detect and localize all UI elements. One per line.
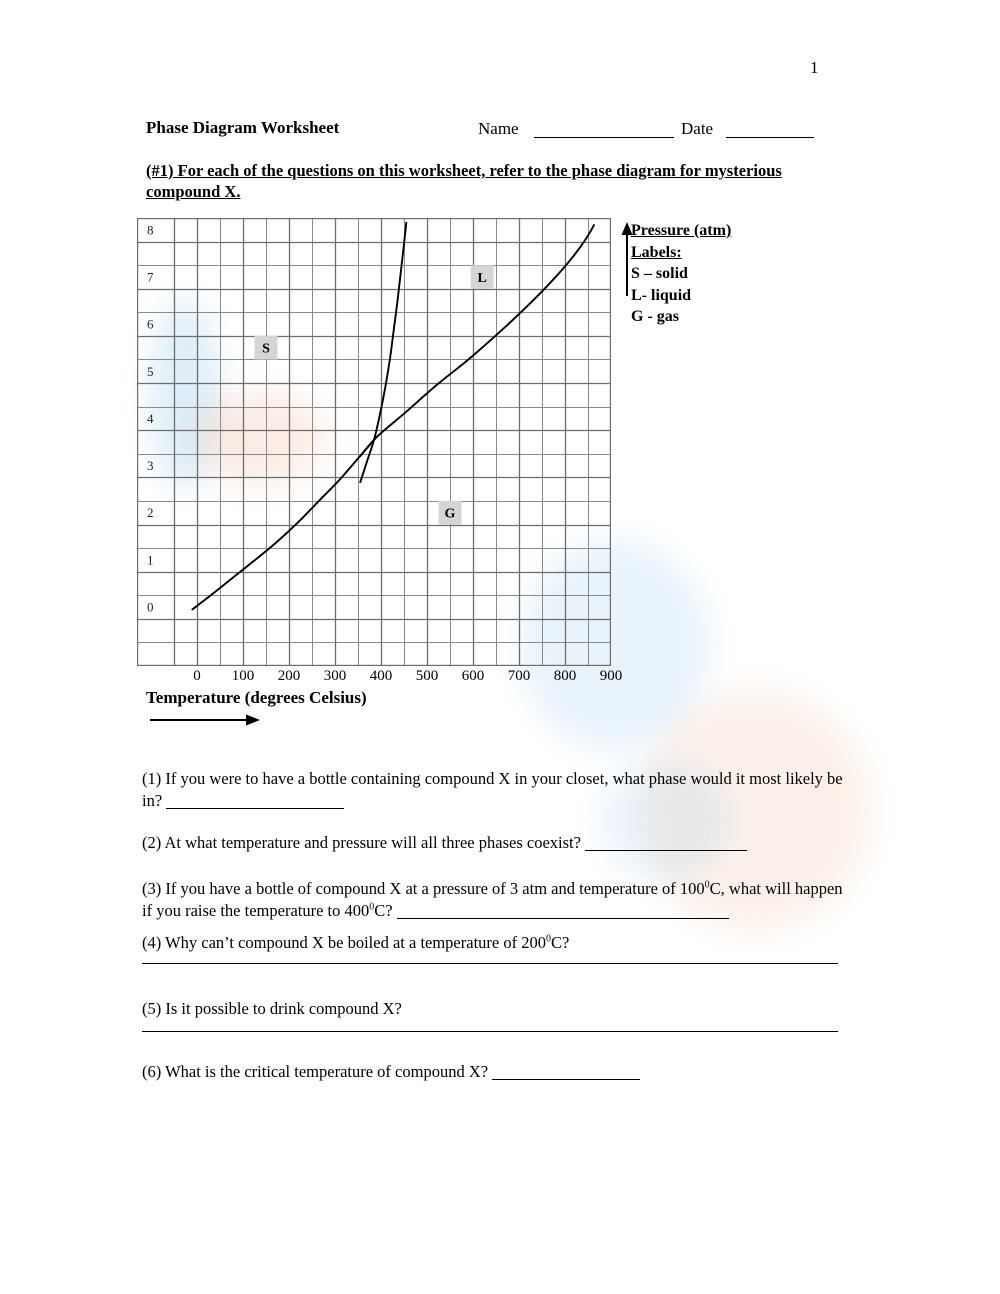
question-5 (142, 998, 852, 1020)
question-1 (142, 768, 852, 811)
name-label: Name (478, 119, 519, 138)
y-tick-1: 1 (147, 552, 154, 568)
question-5-answer-line[interactable] (142, 1031, 838, 1032)
legend-heading: Labels: (631, 243, 682, 261)
svg-text:G: G (444, 506, 456, 522)
y-tick-3: 3 (147, 458, 154, 474)
phase-boundary-curves (192, 223, 594, 610)
y-tick-2: 2 (147, 505, 154, 521)
worksheet-header (146, 118, 846, 140)
x-tick-500: 500 (415, 668, 439, 684)
date-label: Date (681, 119, 714, 138)
page-title: Phase Diagram Worksheet (146, 118, 340, 137)
y-tick-8: 8 (147, 222, 154, 238)
phase-label-liquid (471, 265, 494, 289)
name-write-in-line[interactable] (534, 137, 674, 138)
question-4-text-part2: C? (550, 933, 570, 952)
y-tick-6: 6 (147, 316, 154, 332)
phase-label-solid (255, 336, 278, 360)
question-1-answer-line[interactable] (166, 808, 344, 809)
question-3-answer-line[interactable] (397, 918, 729, 919)
x-tick-100: 100 (231, 668, 255, 684)
x-axis-caption: Temperature (degrees Celsius) (146, 688, 367, 707)
question-5-text: (5) Is it possible to drink compound X? (142, 999, 402, 1018)
phase-label-cells (255, 265, 494, 524)
question-6-answer-line[interactable] (492, 1079, 640, 1080)
instruction-text: (#1) For each of the questions on this worksheet, refer to the phase diagram for mysterious compound X. (146, 161, 782, 201)
legend-pressure-axis-title: Pressure (atm) (631, 222, 732, 239)
question-6-text: (6) What is the critical temperature of compound X? (142, 1062, 489, 1081)
y-axis-tick-labels (147, 222, 154, 614)
y-tick-0: 0 (147, 599, 154, 615)
question-2-text: (2) At what temperature and pressure will all three phases coexist? (142, 833, 581, 852)
question-4-answer-line[interactable] (142, 963, 838, 964)
temperature-axis-arrow (148, 712, 268, 728)
page-number: 1 (810, 58, 819, 77)
phase-diagram-svg (137, 218, 611, 666)
legend-item-liquid: L- liquid (631, 286, 692, 304)
phase-label-gas (439, 501, 462, 525)
question-3-text-part1: (3) If you have a bottle of compound X at a pressure of 3 atm and temperature of 100 (142, 879, 705, 898)
svg-text:L: L (477, 270, 487, 286)
x-tick-300: 300 (323, 668, 347, 684)
question-1-text: (1) If you were to have a bottle containing compound X in your closet, what phase would it most likely be in? (142, 769, 843, 810)
x-tick-700: 700 (507, 668, 531, 684)
y-tick-4: 4 (147, 410, 154, 426)
vaporization-curve (360, 225, 594, 456)
y-tick-5: 5 (147, 363, 154, 379)
date-write-in-line[interactable] (726, 137, 814, 138)
x-tick-800: 800 (553, 668, 577, 684)
question-3-text-part2: C, what will happen if you raise the temperature to 400 (142, 879, 843, 920)
question-4-text-part1: (4) Why can’t compound X be boiled at a temperature of 200 (142, 933, 546, 952)
x-axis-tick-labels (137, 668, 623, 690)
fusion-curve (360, 223, 406, 482)
legend-item-solid: S – solid (631, 265, 688, 282)
question-3-text-part3: C? (374, 900, 393, 920)
question-4 (142, 932, 852, 954)
phase-diagram-chart (137, 218, 623, 684)
x-tick-400: 400 (369, 668, 393, 684)
question-2-answer-line[interactable] (585, 850, 747, 851)
svg-text:S: S (262, 341, 270, 357)
question-4-degree-superscript: 0 (545, 933, 551, 945)
x-tick-0: 0 (193, 668, 201, 684)
x-tick-900: 900 (599, 668, 623, 684)
x-tick-600: 600 (461, 668, 485, 684)
x-tick-200: 200 (277, 668, 301, 684)
question-3 (142, 878, 852, 921)
legend-item-gas: G - gas (631, 308, 679, 325)
question-3-degree-superscript-1: 0 (704, 879, 710, 891)
y-tick-7: 7 (147, 269, 154, 285)
question-3-degree-superscript-2: 0 (369, 901, 375, 912)
chart-legend (631, 220, 861, 328)
question-6 (142, 1061, 852, 1083)
question-2 (142, 832, 852, 854)
